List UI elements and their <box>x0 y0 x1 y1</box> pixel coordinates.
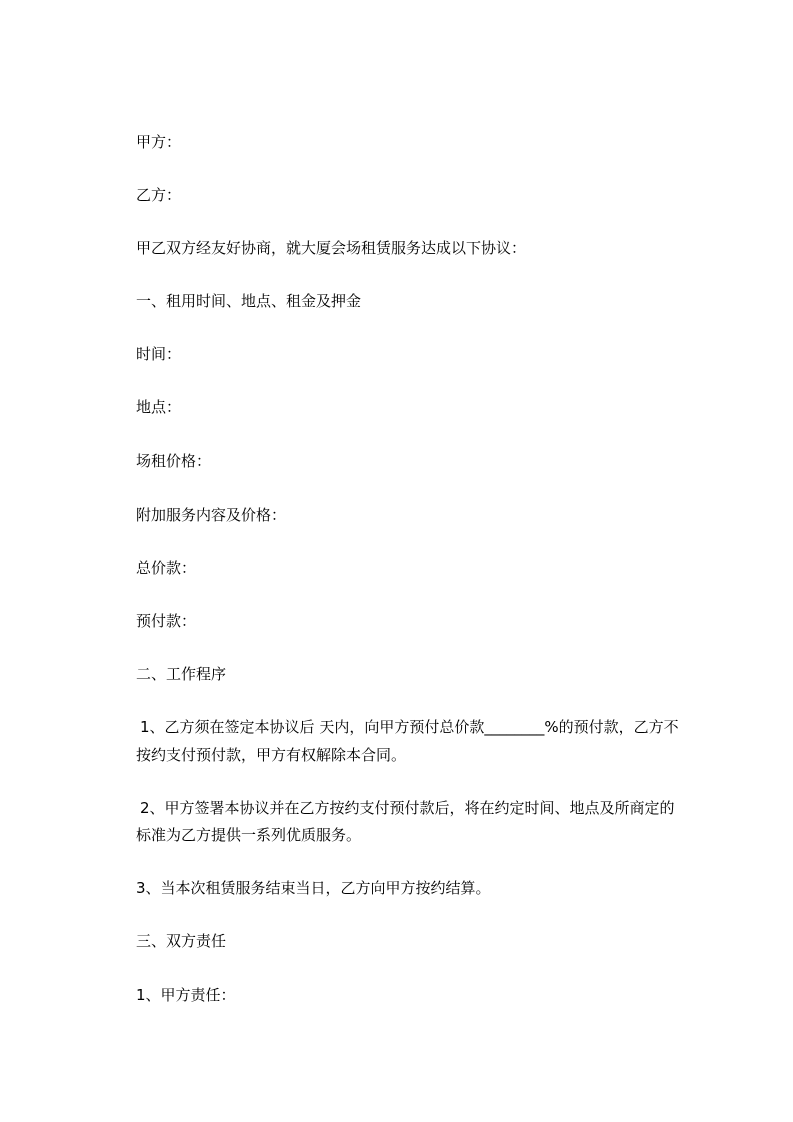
clause-2-1-line-2: 按约支付预付款，甲方有权解除本合同。 <box>136 746 407 764</box>
party-a-label: 甲方： <box>136 133 182 151</box>
extra-service-label: 附加服务内容及价格： <box>136 506 287 524</box>
clause-2-3: 3、当本次租赁服务结束当日，乙方向甲方按约结算。 <box>136 879 491 897</box>
total-price-label: 总价款： <box>136 559 197 577</box>
prepayment-label: 预付款： <box>136 612 197 630</box>
section-2-heading: 二、工作程序 <box>136 665 227 683</box>
clause-2-2-line-1: 2、甲方签署本协议并在乙方按约支付预付款后，将在约定时间、地点及所商定的 <box>140 799 675 817</box>
clause-2-1-line-1: 1、乙方须在签定本协议后 天内，向甲方预付总价款________%的预付款，乙方不 <box>140 718 679 736</box>
venue-price-label: 场租价格： <box>136 452 212 470</box>
clause-2-2-line-2: 标准为乙方提供一系列优质服务。 <box>136 826 362 844</box>
party-b-label: 乙方： <box>136 186 182 204</box>
section-3-heading: 三、双方责任 <box>136 932 227 950</box>
section-1-heading: 一、租用时间、地点、租金及押金 <box>136 292 362 310</box>
time-label: 时间： <box>136 345 182 363</box>
intro-paragraph: 甲乙双方经友好协商，就大厦会场租赁服务达成以下协议： <box>136 239 527 257</box>
clause-3-1: 1、甲方责任： <box>136 986 236 1004</box>
place-label: 地点： <box>136 398 182 416</box>
